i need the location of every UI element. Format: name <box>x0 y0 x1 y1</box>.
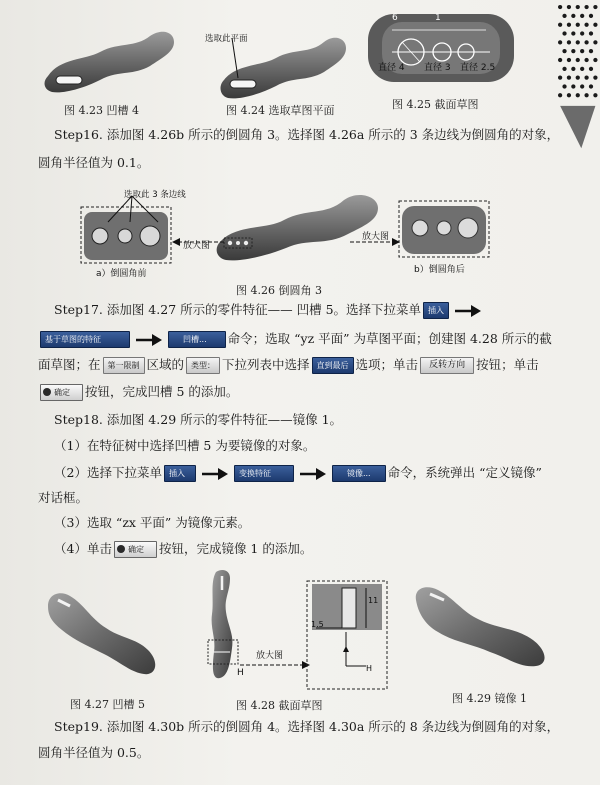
dim-diameter-3: 直径 3 <box>424 63 451 73</box>
step19-line2: 圆角半径值为 0.5。 <box>38 745 150 760</box>
arrow-right-icon <box>202 468 228 480</box>
ok-icon <box>43 388 51 396</box>
label-h-small: H <box>237 668 244 678</box>
menu-sketch-based-feature[interactable]: 基于草图的特征 <box>40 331 130 348</box>
dim-1: 1 <box>435 13 441 23</box>
step18-s4 <box>54 541 312 558</box>
until-last-option[interactable]: 直到最后 <box>312 357 354 374</box>
step17-line2 <box>38 331 552 348</box>
menu-mirror[interactable]: 镜像... <box>332 465 386 482</box>
dim-6: 6 <box>392 13 398 23</box>
caption-fig-4-25: 图 4.25 截面草图 <box>392 98 479 111</box>
step17-line1 <box>54 302 485 319</box>
step17-text-b2: 区域的 <box>146 357 185 372</box>
caption-fig-4-24: 图 4.24 选取草图平面 <box>226 104 335 117</box>
caption-fig-4-23: 图 4.23 凹槽 4 <box>64 104 139 117</box>
step17-text-b5: 按钮；单击 <box>476 357 539 372</box>
step18-title: Step18. 添加图 4.29 所示的零件特征——镜像 1。 <box>54 412 343 427</box>
step18-s2-pre: （2）选择下拉菜单 <box>54 465 162 480</box>
arrow-right-icon <box>300 468 326 480</box>
step16-line2: 圆角半径值为 0.1。 <box>38 155 150 170</box>
dim-1-5: 1.5 <box>311 620 324 629</box>
ok-button-2-label: 确定 <box>127 545 144 554</box>
caption-fig-4-26: 图 4.26 倒圆角 3 <box>236 284 322 297</box>
figure-4-29-mirror-1 <box>408 582 558 672</box>
step17-line4 <box>38 384 238 401</box>
dot-grid-decoration <box>552 0 600 150</box>
figure-4-28-model <box>206 568 242 684</box>
step17-text-a: 命令；选取 “yz 平面” 为草图平面；创建图 4.28 所示的截 <box>227 331 552 346</box>
dim-diameter-2-5: 直径 2.5 <box>460 63 496 73</box>
arrow-right-icon <box>136 334 162 346</box>
step18-s2 <box>54 465 542 482</box>
menu-transform-feature[interactable]: 变换特征 <box>234 465 294 482</box>
reverse-direction-button[interactable]: 反转方向 <box>420 357 474 374</box>
type-label: 类型： <box>186 357 220 374</box>
zoom-arrow-4-28 <box>240 660 310 670</box>
label-4-26a: a）倒圆角前 <box>96 269 147 279</box>
step18-s4-post: 按钮，完成镜像 1 的添加。 <box>158 541 313 556</box>
label-h-sketch: H <box>366 664 373 673</box>
step18-s4-pre: （4）单击 <box>54 541 112 556</box>
step18-s2-post: 命令，系统弹出 “定义镜像” <box>387 465 542 480</box>
label-4-26b: b）倒圆角后 <box>414 265 465 275</box>
ok-button-label: 确定 <box>54 388 70 397</box>
callout-select-plane: 选取此平面 <box>205 34 248 44</box>
step17-text-b3: 下拉列表中选择 <box>222 357 310 372</box>
step19-line1: Step19. 添加图 4.30b 所示的倒圆角 4。选择图 4.30a 所示的 8 条边线为倒圆角的对象， <box>54 719 560 734</box>
step17-text-b4: 选项；单击 <box>355 357 419 372</box>
figure-4-25-section-sketch <box>366 12 516 84</box>
ok-button-2[interactable] <box>114 541 157 558</box>
menu-insert[interactable]: 插入 <box>423 302 449 319</box>
caption-fig-4-28: 图 4.28 截面草图 <box>236 699 323 712</box>
dim-11: 11 <box>368 596 379 605</box>
step17-line3 <box>38 357 539 374</box>
figure-4-23-groove-4 <box>40 18 180 98</box>
figure-4-27-groove-5 <box>44 588 164 678</box>
menu-groove[interactable]: 凹槽... <box>168 331 226 348</box>
label-zoom-4-28: 放大图 <box>256 651 284 661</box>
menu-insert-2[interactable]: 插入 <box>164 465 196 482</box>
dim-diameter-4: 直径 4 <box>378 63 405 73</box>
arrow-right-icon <box>455 305 481 317</box>
step17-text-b1: 面草图；在 <box>38 357 101 372</box>
step18-s3: （3）选取 “zx 平面” 为镜像元素。 <box>54 515 251 530</box>
label-zoom-left: 放大图 <box>183 241 211 251</box>
step17-text-c: 按钮，完成凹槽 5 的添加。 <box>85 384 239 399</box>
label-zoom-right: 放大图 <box>362 232 390 242</box>
ok-button[interactable] <box>40 384 83 401</box>
caption-fig-4-27: 图 4.27 凹槽 5 <box>70 698 145 711</box>
step18-s2-line2: 对话框。 <box>38 490 89 505</box>
first-limit-label: 第一限制 <box>103 357 145 374</box>
caption-fig-4-29: 图 4.29 镜像 1 <box>452 692 527 705</box>
step18-s1: （1）在特征树中选择凹槽 5 为要镜像的对象。 <box>54 438 316 453</box>
figure-4-26b-after-fillet <box>398 200 490 258</box>
step17-prefix: Step17. 添加图 4.27 所示的零件特征—— 凹槽 5。选择下拉菜单 <box>54 302 422 317</box>
ok-icon <box>117 545 125 553</box>
step16-line1: Step16. 添加图 4.26b 所示的倒圆角 3。选择图 4.26a 所示的 3 条边线为倒圆角的对象， <box>54 127 560 142</box>
callout-select-3-edges: 选取此 3 条边线 <box>124 190 186 200</box>
